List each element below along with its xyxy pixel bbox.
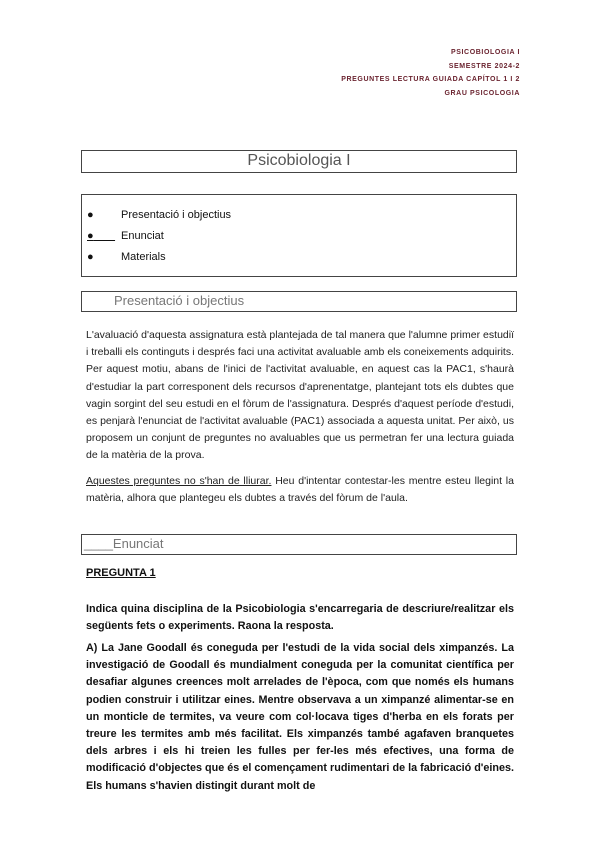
intro-paragraph: L'avaluació d'aquesta assignatura està plantejada de tal manera que l'alumne primer estudiï i treballi els continguts i després faci una activitat avaluable amb els coneixements adquirits. Per aquest motiu, abans de l'inici de l'activitat avaluable, en aquest cas la PAC1, s'haurà d'estudiar la part corresponent dels recursos d'aprenentatge, plantejant tots els dubtes que vagin sorgint del seu estudi en el fòrum de l'assignatura. Després d'aquest període d'estudi, es penjarà l'enunciat de l'activitat avaluable (PAC1) associada a aquesta unitat. Per això, us proposem un conjunt de preguntes no avaluables que us permetran fer una lectura guiada de la matèria de la prova. (86, 329, 514, 462)
bullet-icon: ● (87, 251, 94, 263)
header-semester: SEMESTRE 2024-2 (448, 62, 520, 70)
note-paragraph (86, 473, 514, 507)
note-underlined: Aquestes preguntes no s'han de lliurar. (86, 475, 272, 487)
toc-item-enunciat[interactable] (87, 230, 164, 242)
toc-item-presentacio[interactable] (87, 209, 232, 221)
question-a: A) La Jane Goodall és coneguda per l'estudi de la vida social dels ximpanzés. La investigació de Goodall és mundialment coneguda per la comunitat científica per desafiar algunes creences molt arrelades de l'època, com que només els humans podien construir i utilitzar eines. Mentre observava a un ximpanzé alimentar-se en un monticle de termites, va veure com col·locava tiges d'herba en els forats per treure les termites amb més facilitat. Els ximpanzés també agafaven branquetes dels arbres i els hi treien les fulles per fer-les més efectives, una forma de modificació d'objectes que és el començament rudimentari de la fabricació d'eines. Els humans s'havien distingit durant molt de (86, 642, 514, 792)
toc-item-label: Materials (121, 251, 166, 263)
section-heading-presentacio (81, 291, 517, 312)
table-of-contents (81, 194, 517, 277)
document-header (341, 46, 520, 100)
bullet-icon: ● (87, 209, 94, 221)
section-heading-text: Presentació i objectius (114, 293, 245, 308)
document-title: Psicobiologia I (81, 150, 517, 173)
header-degree: GRAU PSICOLOGIA (444, 89, 520, 97)
question-intro: Indica quina disciplina de la Psicobiologia s'encarregaria de descriure/realitzar els següents fets o experiments. Raona la resposta. (86, 603, 514, 633)
section-heading-enunciat (81, 534, 517, 555)
header-subtitle: PREGUNTES LECTURA GUIADA CAPÍTOL 1 I 2 (341, 76, 520, 83)
bullet-icon: ● (87, 230, 94, 242)
header-course: PSICOBIOLOGIA I (450, 49, 520, 56)
section-heading-text: ____Enunciat (84, 536, 164, 551)
question-title: PREGUNTA 1 (86, 567, 156, 579)
toc-item-label: Enunciat (121, 230, 164, 242)
toc-item-materials[interactable] (87, 251, 166, 263)
toc-item-label: Presentació i objectius (121, 209, 232, 221)
note-text: Heu d'intentar contestar-les mentre esteu llegint la matèria, alhora que plantegeu els dubtes a través del fòrum de l'aula. (86, 475, 514, 505)
